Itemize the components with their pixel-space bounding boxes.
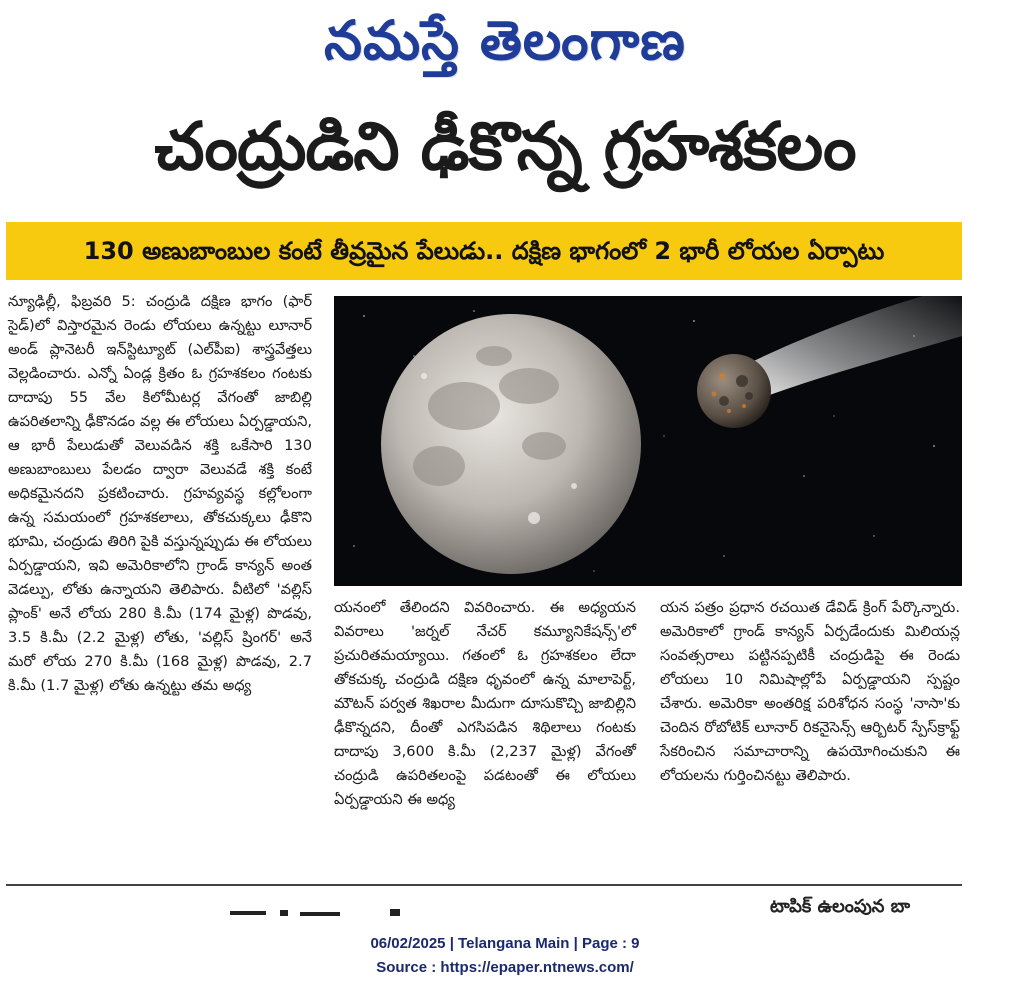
article-subheadline: 130 అణుబాంబుల కంటే తీవ్రమైన పేలుడు.. దక్షిణ భాగంలో 2 భారీ లోయల ఏర్పాటు: [6, 222, 962, 280]
moon-asteroid-illustration: [334, 296, 962, 586]
article-column-1: న్యూఢిల్లీ, ఫిబ్రవరి 5: చంద్రుడి దక్షిణ భాగం (ఫార్ సైడ్)లో విస్తారమైన రెండు లోయలు ఉన్నట్టు లూనార్ అండ్ ప్లానెటరీ ఇన్‌స్టిట్యూట్ (ఎల్‌పీఐ) శాస్త్రవేత్తలు వెల్లడించారు. ఎన్నో ఏండ్ల క్రితం ఓ గ్రహశకలం గంటకు దాదాపు 55 వేల కిలోమీటర్ల వేగంతో జాబిల్లి ఉపరితలాన్ని ఢీకొనడం వల్ల ఈ లోయలు ఏర్పడ్డాయని, ఆ భారీ పేలుడుతో వెలువడిన శక్తి ఒకేసారి 130 అణుబాంబులు పేలడం ద్వారా వెలువడే శక్తి కంటే అధికమైనదని ప్రకటించారు. గ్రహవ్యవస్థ కల్లోలంగా ఉన్న సమయంలో గ్రహశకలాలు, తోకచుక్కలు ఢీకొని భూమి, చంద్రుడు తిరిగి పైకి వస్తున్నప్పుడు ఈ లోయలు ఏర్పడ్డాయని, ఇవి అమెరికాలోని గ్రాండ్ కాన్యన్ అంత వెడల్పు, లోతు ఉన్నాయని తెలిపారు. వీటిలో 'వల్లిస్ ప్లాంక్' అనే లోయ 280 కి.మీ (174 మైళ్ల) పొడవు, 3.5 కి.మీ (2.2 మైళ్ల) లోతు, 'వల్లిస్ ష్రింగర్' అనే మరో లోయ 270 కి.మీ (168 మైళ్ల) పొడవు, 2.7 కి.మీ (1.7 మైళ్ల) లోతు ఉన్నట్టు తమ అధ్య: [8, 293, 312, 694]
article-column-3: యన పత్రం ప్రధాన రచయిత డేవిడ్ క్రింగ్ పేర్కొన్నారు. అమెరికాలో గ్రాండ్ కాన్యన్ ఏర్పడేందుకు మిలియన్ల సంవత్సరాలు పట్టినప్పటికీ చంద్రుడిపై ఈ రెండు లోయలు 10 నిమిషాల్లోపే ఏర్పడ్డాయని స్పష్టం చేశారు. అమెరికా అంతరిక్ష పరిశోధన సంస్థ 'నాసా'కు చెందిన రోబోటిక్ లూనార్ రికనైసెన్స్ ఆర్బిటర్ స్పేస్‌క్రాఫ్ట్ సేకరించిన సమాచారాన్ని ఉపయోగించుకుని ఈ లోయలను గుర్తించినట్టు తెలిపారు.: [660, 599, 960, 784]
section-divider: [6, 884, 962, 886]
article-column-2: యనంలో తేలిందని వివరించారు. ఈ అధ్యయన వివరాలు 'జర్నల్ నేచర్ కమ్యూనికేషన్స్'లో ప్రచురితమయ్యాయి. గతంలో ఓ గ్రహశకలం లేదా తోకచుక్క చంద్రుడి దక్షిణ ధృవంలో ఉన్న మాలాపెర్ట్, మౌటన్ పర్వత శిఖరాల మీదుగా దూసుకొచ్చి జాబిల్లిని ఢీకొన్నదని, దీంతో ఎగసిపడిన శిథిలాలు గంటకు దాదాపు 3,600 కి.మీ (2,237 మైళ్ల) వేగంతో చంద్రుడి ఉపరితలంపై పడటంతో ఈ లోయలు ఏర్పడ్డాయని ఈ అధ్య: [334, 599, 636, 808]
page-footer: [0, 932, 1010, 980]
edition-info: 06/02/2025 | Telangana Main | Page : 9: [370, 935, 640, 952]
moon-asteroid-photo: [334, 296, 962, 586]
article-headline: చంద్రుడిని ఢీకొన్న గ్రహశకలం: [154, 108, 856, 185]
next-story-headline: టాపిక్ ఉలంపున బా: [770, 896, 910, 917]
newspaper-masthead: నమస్తే తెలంగాణ: [324, 9, 686, 72]
source-link[interactable]: Source : https://epaper.ntnews.com/: [376, 959, 634, 976]
next-story-heading-fragment: [230, 908, 430, 916]
